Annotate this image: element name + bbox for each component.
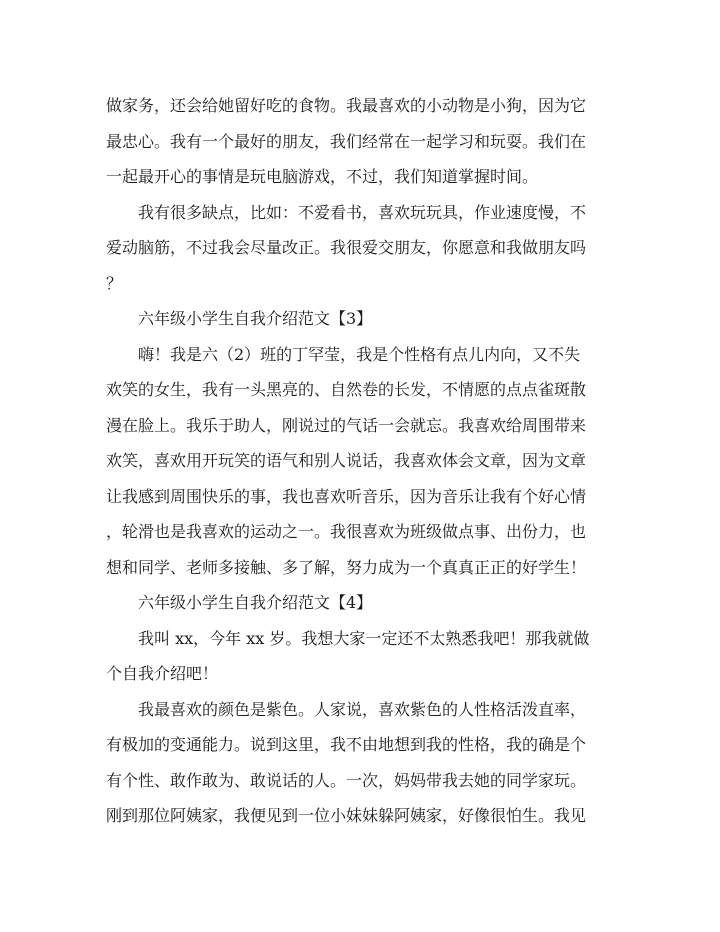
section-heading: 六年级小学生自我介绍范文【4】: [106, 593, 373, 612]
text-line: 刚到那位阿姨家，我便见到一位小妹妹躲阿姨家，好像很怕生。我见: [106, 806, 587, 825]
text-line: 让我感到周围快乐的事，我也喜欢听音乐，因为音乐让我有个好心情: [106, 487, 587, 506]
text-line: 有个性、敢作敢为、敢说话的人。一次，妈妈带我去她的同学家玩。: [106, 771, 587, 790]
text-line: 想和同学、老师多接触、多了解，努力成为一个真真正正的好学生！: [106, 558, 587, 577]
text-line: 我有很多缺点，比如：不爱看书，喜欢玩玩具，作业速度慢，不: [106, 203, 587, 222]
text-line: 有极加的变通能力。说到这里，我不由地想到我的性格，我的确是个: [106, 735, 587, 754]
text-line: 最忠心。我有一个最好的朋友，我们经常在一起学习和玩耍。我们在: [106, 132, 587, 151]
text-line: 我最喜欢的颜色是紫色。人家说，喜欢紫色的人性格活泼直率，: [106, 700, 587, 719]
text-line: ？: [106, 274, 123, 293]
section-heading: 六年级小学生自我介绍范文【3】: [106, 309, 373, 328]
text-line: 我叫 xx，今年 xx 岁。我想大家一定还不太熟悉我吧！那我就做: [106, 629, 590, 648]
text-line: 爱动脑筋，不过我会尽量改正。我很爱交朋友，你愿意和我做朋友吗: [106, 238, 587, 257]
text-line: 一起最开心的事情是玩电脑游戏，不过，我们知道掌握时间。: [106, 167, 539, 186]
text-line: 嗨！我是六（2）班的丁罕莹，我是个性格有点儿内向，又不失: [106, 345, 581, 364]
text-line: 个自我介绍吧！: [106, 664, 219, 683]
text-line: 漫在脸上。我乐于助人，刚说过的气话一会就忘。我喜欢给周围带来: [106, 416, 587, 435]
text-line: ，轮滑也是我喜欢的运动之一。我很喜欢为班级做点事、出份力，也: [106, 522, 587, 541]
text-line: 欢笑的女生，我有一头黑亮的、自然卷的长发，不情愿的点点雀斑散: [106, 380, 587, 399]
text-line: 欢笑，喜欢用开玩笑的语气和别人说话，我喜欢体会文章，因为文章: [106, 451, 587, 470]
text-line: 做家务，还会给她留好吃的食物。我最喜欢的小动物是小狗，因为它: [106, 96, 587, 115]
